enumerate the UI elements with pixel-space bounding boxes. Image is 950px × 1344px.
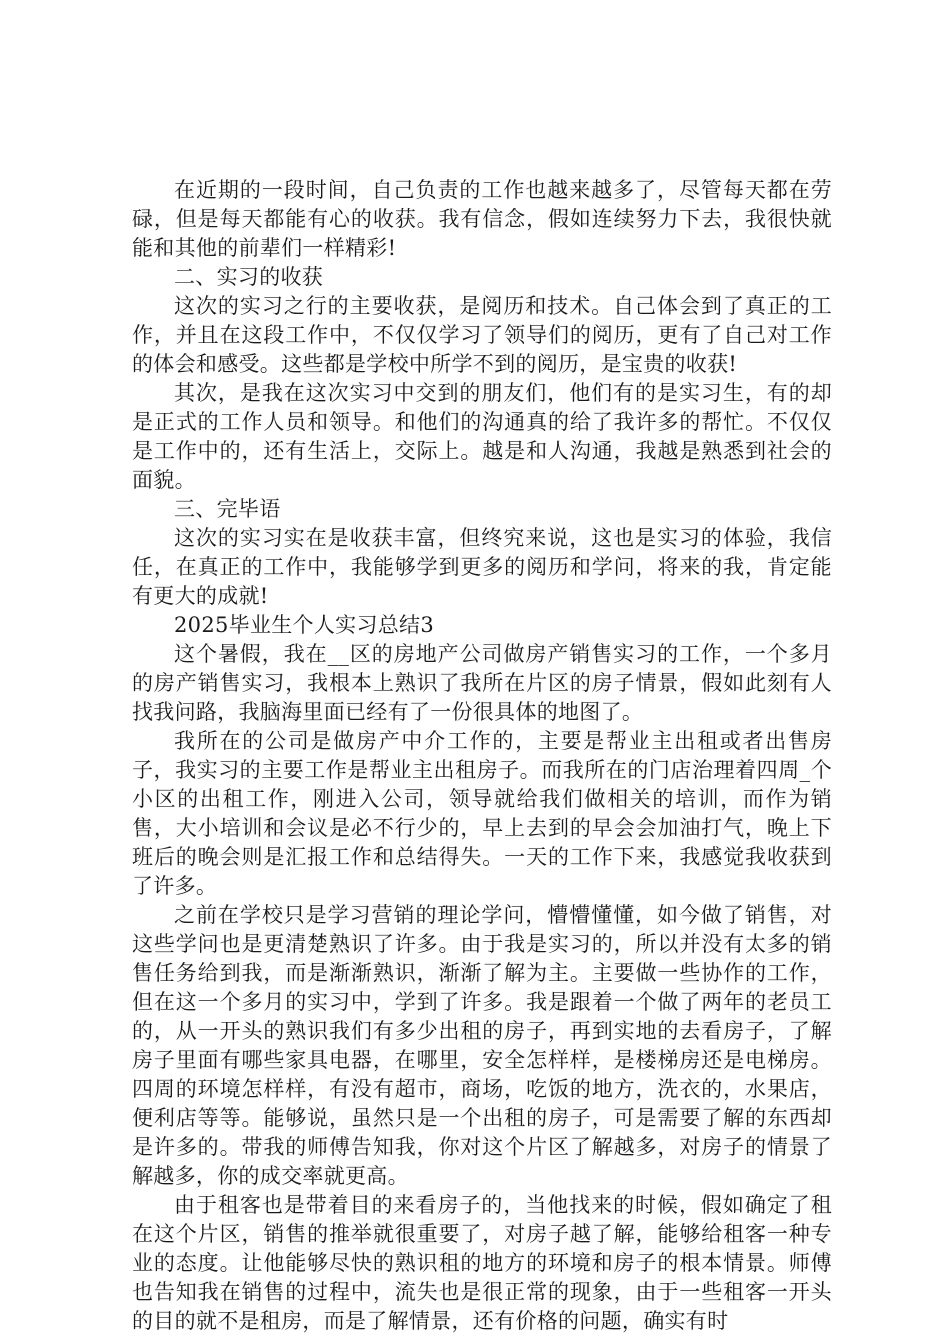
paragraph: 之前在学校只是学习营销的理论学问，懵懵懂懂，如今做了销售，对这些学问也是更清楚熟识了许多。由于我是实习的，所以并没有太多的销售任务给到我，而是渐渐熟识，渐渐了解为主。主要做一些协作的工作，但在这一个多月的实习中，学到了许多。我是跟着一个做了两年的老员工的，从一开头的熟识我们有多少出租的房子，再到实地的去看房子，了解房子里面有哪些家具电器，在哪里，安全怎样样，是楼梯房还是电梯房。四周的环境怎样样，有没有超市，商场，吃饭的地方，洗衣的，水果店，便利店等等。能够说，虽然只是一个出租的房子，可是需要了解的东西却是许多的。带我的师傅告知我，你对这个片区了解越多，对房子的情景了解越多，你的成交率就更高。 <box>132 903 832 1188</box>
section-heading: 二、实习的收获 <box>174 265 324 289</box>
paragraph: 其次，是我在这次实习中交到的朋友们，他们有的是实习生，有的却是正式的工作人员和领导。和他们的沟通真的给了我许多的帮忙。不仅仅是工作中的，还有生活上，交际上。越是和人沟通，我越是熟悉到社会的面貌。 <box>132 381 832 492</box>
document-body <box>132 176 832 1336</box>
section-heading: 三、完毕语 <box>174 497 281 521</box>
paragraph: 这个暑假，我在__区的房地产公司做房产销售实习的工作，一个多月的房产销售实习，我根本上熟识了我所在片区的房子情景，假如此刻有人找我问路，我脑海里面已经有了一份很具体的地图了。 <box>132 642 832 724</box>
paragraph: 我所在的公司是做房产中介工作的，主要是帮业主出租或者出售房子，我实习的主要工作是帮业主出租房子。而我所在的门店治理着四周_个小区的出租工作，刚进入公司，领导就给我们做相关的培训，而作为销售，大小培训和会议是必不行少的，早上去到的早会会加油打气，晚上下班后的晚会则是汇报工作和总结得失。一天的工作下来，我感觉我收获到了许多。 <box>132 729 832 898</box>
paragraph: 这次的实习实在是收获丰富，但终究来说，这也是实习的体验，我信任，在真正的工作中，我能够学到更多的阅历和学问，将来的我，肯定能有更大的成就! <box>132 526 832 608</box>
paragraph: 由于租客也是带着目的来看房子的，当他找来的时候，假如确定了租在这个片区，销售的推举就很重要了，对房子越了解，能够给租客一种专业的态度。让他能够尽快的熟识租的地方的环境和房子的根本情景。师傅也告知我在销售的过程中，流失也是很正常的现象，由于一些租客一开头的目的就不是租房，而是了解情景，还有价格的问题，确实有时 <box>132 1193 832 1333</box>
section-heading: 2025毕业生个人实习总结3 <box>174 613 435 637</box>
paragraph: 这次的实习之行的主要收获，是阅历和技术。自己体会到了真正的工作，并且在这段工作中，不仅仅学习了领导们的阅历，更有了自己对工作的体会和感受。这些都是学校中所学不到的阅历，是宝贵的收获! <box>132 294 832 376</box>
paragraph: 在近期的一段时间，自己负责的工作也越来越多了，尽管每天都在劳碌，但是每天都能有心的收获。我有信念，假如连续努力下去，我很快就能和其他的前辈们一样精彩! <box>132 178 832 260</box>
